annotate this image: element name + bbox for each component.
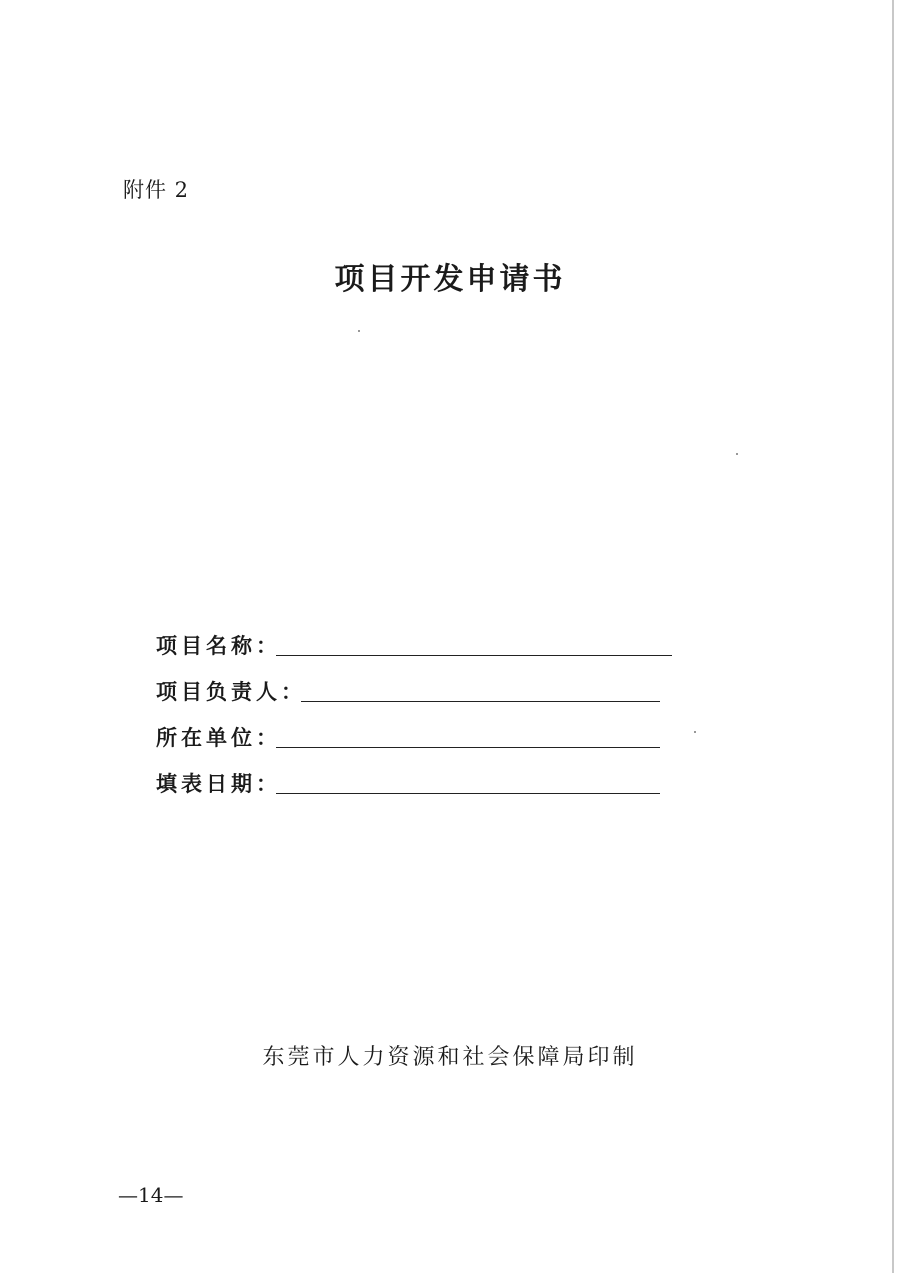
fill-date-input-line[interactable] — [276, 793, 660, 794]
project-name-input-line[interactable] — [276, 655, 672, 656]
field-label: 所在单位： — [156, 726, 281, 750]
scan-speck — [694, 731, 696, 733]
page-edge — [892, 0, 894, 1273]
organization-input-line[interactable] — [276, 747, 660, 748]
project-leader-input-line[interactable] — [301, 701, 660, 702]
field-label: 项目负责人： — [156, 680, 306, 704]
scan-speck — [358, 330, 360, 332]
scan-speck — [736, 453, 738, 455]
page-number: —14— — [118, 1183, 184, 1207]
attachment-label: 附件 2 — [123, 178, 190, 202]
field-label: 填表日期： — [156, 772, 281, 796]
document-title: 项目开发申请书 — [334, 262, 566, 297]
issuer-line: 东莞市人力资源和社会保障局印制 — [262, 1045, 638, 1070]
field-label: 项目名称： — [156, 634, 281, 658]
